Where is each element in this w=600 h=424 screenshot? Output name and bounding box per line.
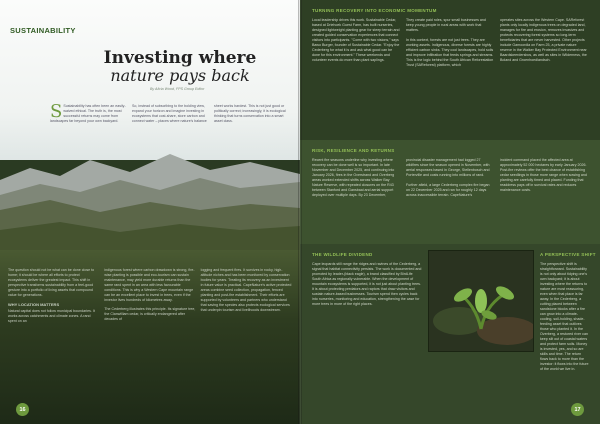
turning-columns bbox=[312, 18, 588, 68]
intro-col-3: sheet works hardest. This is not just good or politically correct; increasingly, it is ecological thinking that turns conservation into a smart asset class. bbox=[214, 104, 286, 123]
heading-wildlife-dividend: THE WILDLIFE DIVIDEND bbox=[312, 252, 373, 257]
wildlife-col-1: Cape leopards still range the ridges and ravines of the Cederberg, a signal that habitat connectivity persists. The work is documented and promoted by leader-(black eagle), a brand classified by BirdLife South Africa as regionally vulnerable. When the development of mountain ecosystems is supported, it is not just about planting trees. It is about protecting predators and raptors that draw visitors and sustain nature-based businesses. Tourism spend then cycles back into nurseries, monitoring and education, strengthening the case for more trees in more of the right places. bbox=[312, 262, 422, 306]
intro-col-2: So, instead of subscribing to the bolding view, expand your horizon and imagine investing in ecosystems that cost-share, store carbon and connect water – places where nature's balance bbox=[132, 104, 207, 123]
left-body-col-3: logging and frequent fires. It survives in rocky, high-altitude niches and has been monitored by conservation bodies for years. Treating its recovery as an investment in future value is practical. CapeNature's active protected areas combine seed collection, propagation, fenced planting and post-fire establishment. Their efforts are supported by volunteers and partners who understand that saving the species also protects ecological services that underpin tourism and livelihoods downstream. bbox=[200, 268, 292, 312]
title-line-2: nature pays back bbox=[110, 66, 250, 85]
seedling-photo-illustration bbox=[429, 251, 533, 351]
perspective-columns bbox=[540, 262, 590, 372]
body-text-2b: The Cederberg illustrates this principle. Its signature tree, the Clanwilliam cedar, is critically endangered after decades of bbox=[104, 307, 196, 321]
perspective-col: The perspective shift is straightforward. Sustainability is not only about tidying one's own backyard; it is about investing where the returns to nature are most reassuring, even when that place is far away. In the Cederberg, a cutting placed between sandstone blocks after a fire can grow into a climate-cooling, soil-holding, shade-feeding asset that outlives those who planted it. In the Overberg, a restored river can keep silt out of coastal waters and protect farm soils. Money is invested, yes, and so are skills and time. The return flows back to more than the investor: it flows into the future of the world we live in. bbox=[540, 262, 589, 371]
left-body-col-2 bbox=[104, 268, 195, 324]
left-body-columns bbox=[8, 268, 292, 324]
page-fold bbox=[298, 0, 302, 424]
heading-turning-recovery: TURNING RECOVERY INTO ECONOMIC MOMENTUM bbox=[312, 8, 437, 13]
section-tag: SUSTAINABILITY bbox=[10, 26, 76, 35]
risk-columns bbox=[312, 158, 588, 198]
body-text-1b: Natural capital does not follow municipal boundaries. It works across catchments and climate zones. A rand spent on an bbox=[8, 309, 95, 323]
body-text-1: The question should not be what can be done close to home; it should be where all efforts to protect ecosystems deliver the greatest impact. This shift in perspective transforms sustainability from a feel-good gesture into a portfolio of living assets that compound value for generations. bbox=[8, 268, 95, 297]
risk-col-2: provincial disaster management had logged 27 wildfires since the season opened in November, with aerial responses based in George, Stellenbosch and Porterville and costs running into millions of rand. Further afield, a large Cederberg complex fire began on 22 December 2025 and ran for roughly 12 days across inaccessible terrain. CapeNature's bbox=[406, 158, 490, 197]
page-number-left: 16 bbox=[16, 403, 29, 416]
turning-col-1: Local leadership drives this work. Sustainable Cedar, based at Driehoek Guest Farm, has built nurseries, designed lightweight planting gear for steep terrain and created guided conservation experiences that connect visitors into participants. "Come with two visions," says Bawo Burger, founder of Sustainable Cedar. "Enjoy the Cederberg for what it is and ask what good can be done for this environment." These weekends and volunteer events do more than plant saplings. bbox=[312, 18, 400, 62]
heading-perspective-shift: A PERSPECTIVE SHIFT bbox=[540, 252, 596, 257]
page-number-right: 17 bbox=[571, 403, 584, 416]
byline: By Alicia Wood, FPS Group Editor bbox=[150, 87, 205, 91]
intro-text-1: Sustainability has often been an easily-waived ethical. The truth is, the most successful returns may come from landscapes far beyond your own backyard. bbox=[50, 104, 126, 123]
wildlife-columns bbox=[312, 262, 422, 307]
seedling-photo bbox=[428, 250, 534, 352]
turning-col-2: They create paid roles, spur small businesses and keep young people in rural areas with work that matters. In this context, forests are not just trees. They are working assets. Indigenous, diverse forests are highly efficient carbon sinks. They cool landscapes, hold soils and improve infiltration that feeds springs and streams. This is the logic behind the South African Reforestation Trust (SAReforest) platform, which bbox=[406, 18, 494, 67]
risk-col-3: incident command placed the affected area at approximately 52 000 hectares by early January 2026. Post-fire reviews offer the best chance of establishing cedar seedlings in those more range when sowing and planting are carefully timed and placed. Funding that readdress pays off in survival rates and reduces maintenance costs. bbox=[500, 158, 587, 192]
risk-col-1: Recent fire seasons underline why investing where recovery can be done well is so important. In late November and December 2025, and continuing into January 2026, fires in the Overstrand and Overberg areas worked extended shifts across Walker Bay Nature Reserve, with repeated closures on the R43 between Stanford and Gansbaai and aerial support deployed over multiple days. By 23 December, bbox=[312, 158, 395, 197]
turning-col-3: operates sites across the Western Cape. SAReforest plants only locally indigenous trees on degraded land, manages for fire and erosion, removes invasives and protects recovering forest systems so long-term beneficiaries that are never harvested. Other projects include Gamoordia on Farm 25, a private nature reserve in the Walker Bay Protected Environment near Baardskeerdersbos, as well as sites in Wilderness, the Boland and Groenhoedlandsch. bbox=[500, 18, 587, 62]
right-page bbox=[300, 0, 600, 424]
mountain-landscape-image bbox=[0, 140, 300, 260]
body-text-2: indigenous forest where carbon drawdown is strong, fire-wise planting is possible and eco-tourism can sustain maintenance, may yield more durable returns than the same rand spent in an area with less favourable conditions. This is why a Western Cape mountain range can be an excellent place to invest in trees, even if the investor lives hundreds of kilometres away. bbox=[104, 268, 195, 302]
article-title bbox=[80, 50, 280, 84]
subhead-why-location: WHY LOCATION MATTERS bbox=[8, 302, 60, 307]
drop-cap-icon: S bbox=[50, 101, 63, 122]
left-body-col-1 bbox=[8, 268, 99, 324]
heading-risk-resilience: RISK, RESILIENCE AND RETURNS bbox=[312, 148, 395, 153]
intro-col-1 bbox=[50, 101, 126, 124]
title-line-1: Investing where bbox=[103, 48, 257, 68]
intro-columns bbox=[50, 101, 290, 124]
